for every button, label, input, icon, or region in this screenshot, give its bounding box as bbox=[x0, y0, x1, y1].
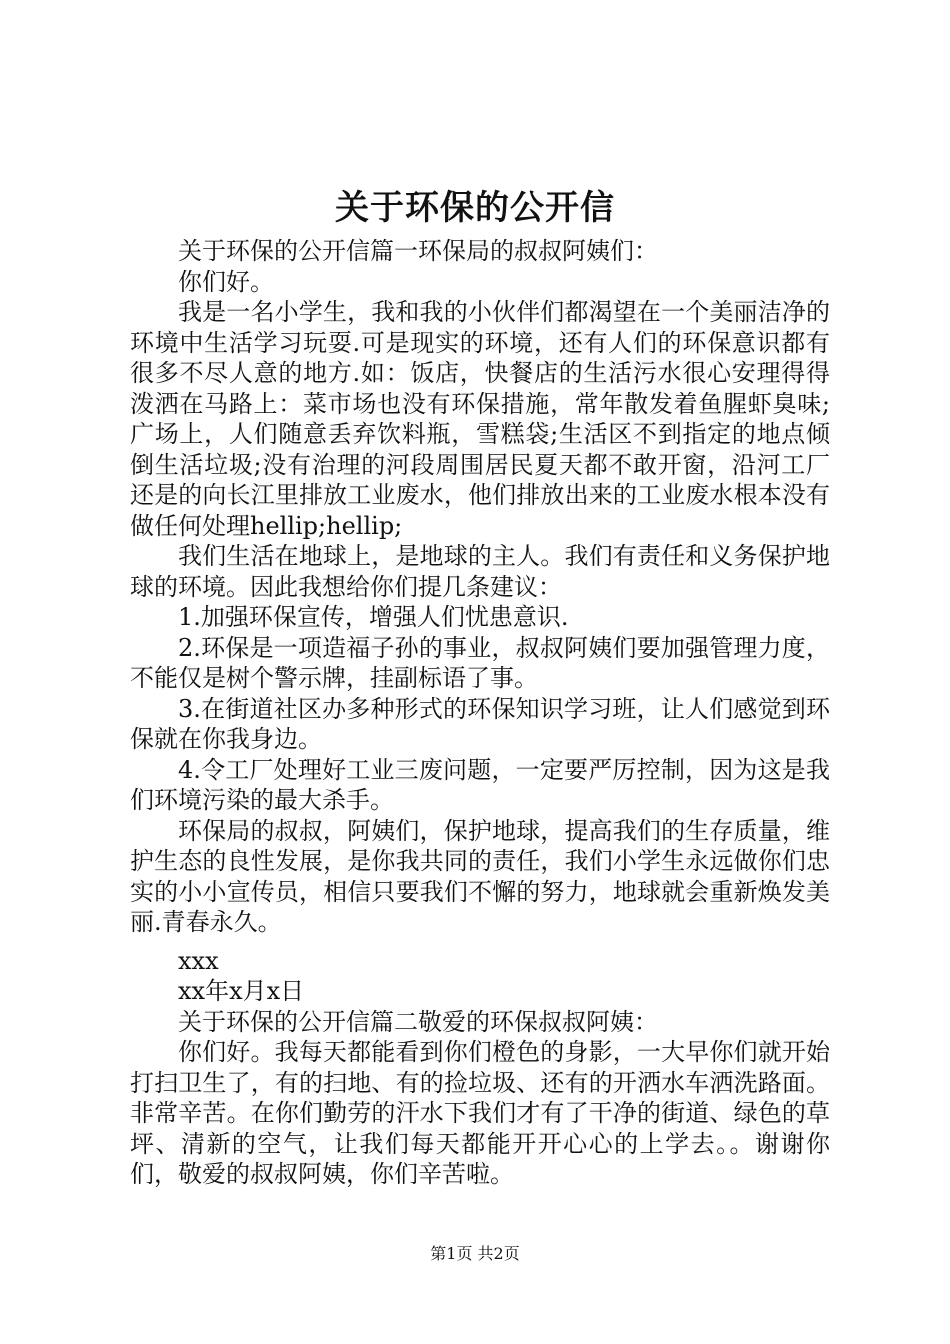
paragraph: 1.加强环保宣传，增强人们忧患意识. bbox=[178, 603, 569, 631]
paragraph: 关于环保的公开信篇一环保局的叔叔阿姨们： bbox=[178, 237, 658, 265]
date-line: xx年x月x日 bbox=[178, 977, 305, 1005]
page-footer: 第1页 共2页 bbox=[430, 1244, 520, 1263]
paragraph: 2.环保是一项造福子孙的事业，叔叔阿姨们要加强管理力度，不能仅是树个警示牌，挂副标语了事。 bbox=[130, 633, 830, 692]
paragraph: 3.在街道社区办多种形式的环保知识学习班，让人们感觉到环保就在你我身边。 bbox=[130, 694, 830, 753]
signature: xxx bbox=[178, 946, 219, 975]
paragraph: 你们好。我每天都能看到你们橙色的身影，一大早你们就开始打扫卫生了，有的扫地、有的捡垃圾、还有的开洒水车洒洗路面。非常辛苦。在你们勤劳的汗水下我们才有了干净的街道、绿色的草坪、清新的空气，让我们每天都能开开心心的上学去。。谢谢你们，敬爱的叔叔阿姨，你们辛苦啦。 bbox=[130, 1038, 830, 1188]
paragraph: 环保局的叔叔，阿姨们，保护地球，提高我们的生存质量，维护生态的良性发展，是你我共同的责任，我们小学生永远做你们忠实的小小宣传员，相信只要我们不懈的努力，地球就会重新焕发美丽.青春永久。 bbox=[130, 816, 830, 936]
paragraph: 我是一名小学生，我和我的小伙伴们都渴望在一个美丽洁净的环境中生活学习玩耍.可是现实的环境，还有人们的环保意识都有很多不尽人意的地方.如：饭店，快餐店的生活污水很心安理得得泼洒在马路上：菜市场也没有环保措施，常年散发着鱼腥虾臭味;广场上，人们随意丢弃饮料瓶，雪糕袋;生活区不到指定的地点倾倒生活垃圾;没有治理的河段周围居民夏天都不敢开窗，沿河工厂还是的向长江里排放工业废水，他们排放出来的工业废水根本没有做任何处理hellip;hellip; bbox=[130, 298, 830, 540]
paragraph: 你们好。 bbox=[178, 267, 274, 296]
paragraph: 关于环保的公开信篇二敬爱的环保叔叔阿姨： bbox=[178, 1007, 658, 1036]
document-title: 关于环保的公开信 bbox=[335, 188, 615, 228]
paragraph: 我们生活在地球上，是地球的主人。我们有责任和义务保护地球的环境。因此我想给你们提几条建议： bbox=[130, 542, 830, 601]
paragraph: 4.令工厂处理好工业三废问题，一定要严厉控制，因为这是我们环境污染的最大杀手。 bbox=[130, 755, 830, 814]
document-body bbox=[130, 236, 830, 1190]
